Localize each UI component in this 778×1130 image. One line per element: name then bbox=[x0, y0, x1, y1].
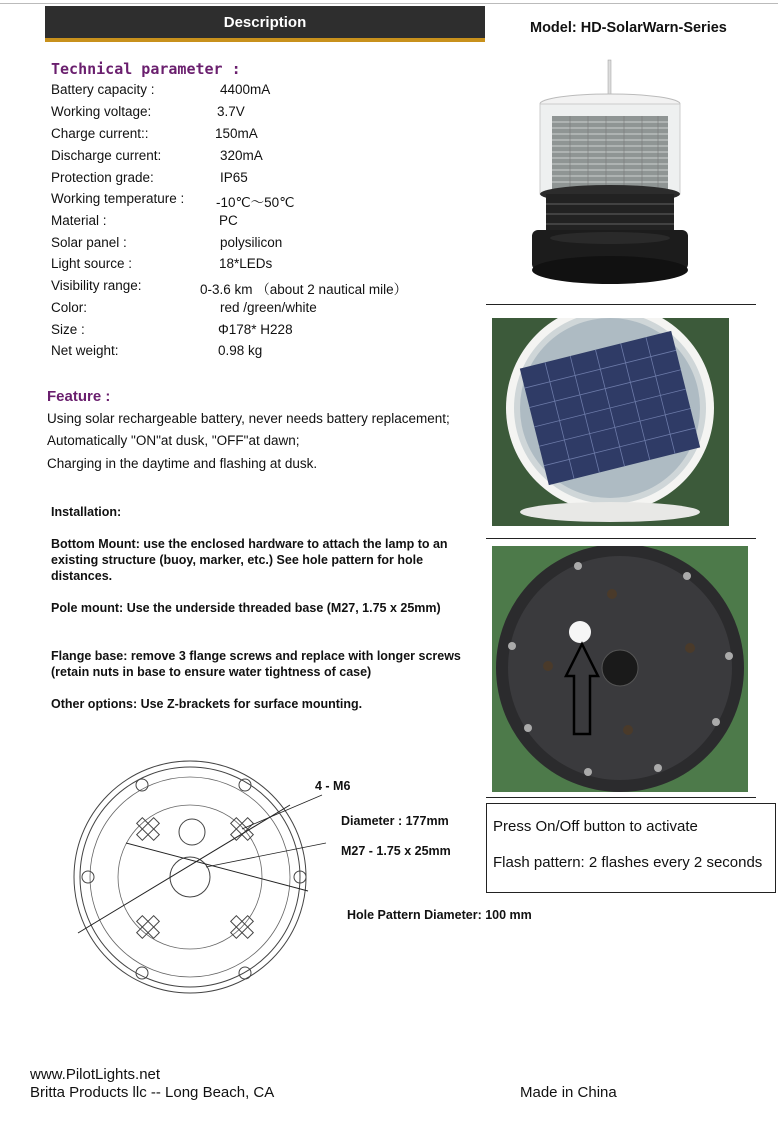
thread-label: M27 - 1.75 x 25mm bbox=[341, 844, 451, 858]
holes-label: 4 - M6 bbox=[315, 779, 351, 793]
origin-label: Made in China bbox=[520, 1084, 617, 1101]
photo-divider bbox=[486, 538, 756, 539]
website-link[interactable]: www.PilotLights.net bbox=[30, 1066, 161, 1083]
hole-pattern-diagram bbox=[60, 755, 330, 1015]
underside-photo bbox=[492, 546, 748, 792]
press-button-note: Press On/Off button to activate bbox=[493, 818, 698, 835]
top-rule bbox=[0, 3, 778, 4]
activation-notes bbox=[486, 803, 776, 893]
photo-divider bbox=[486, 797, 756, 798]
feature-line: Automatically "ON"at dusk, "OFF"at dawn; bbox=[47, 433, 300, 448]
feature-line: Charging in the daytime and flashing at dusk. bbox=[47, 456, 318, 471]
description-header: Description bbox=[45, 6, 485, 42]
model-label: Model: HD-SolarWarn-Series bbox=[530, 20, 727, 36]
lamp-side-photo bbox=[530, 58, 690, 288]
install-pole-mount: Pole mount: Use the underside threaded base (M27, 1.75 x 25mm) bbox=[51, 601, 441, 615]
feature-heading: Feature : bbox=[47, 388, 111, 405]
install-other-options: Other options: Use Z-brackets for surface mounting. bbox=[51, 697, 363, 711]
photo-divider bbox=[486, 304, 756, 305]
feature-line: Using solar rechargeable battery, never needs battery replacement; bbox=[47, 411, 450, 426]
installation-heading: Installation: bbox=[51, 505, 122, 519]
company-info: Britta Products llc -- Long Beach, CA bbox=[30, 1084, 275, 1101]
diameter-label: Diameter : 177mm bbox=[341, 814, 449, 828]
install-flange-base: Flange base: remove 3 flange screws and replace with longer screws (retain nuts in base to ensure water tightness of case) bbox=[51, 649, 461, 679]
install-bottom-mount: Bottom Mount: use the enclosed hardware to attach the lamp to an existing structure (buoy, marker, etc.) See hole pattern for hole distances. bbox=[51, 537, 448, 583]
technical-heading: Technical parameter : bbox=[51, 60, 241, 78]
flash-pattern-note: Flash pattern: 2 flashes every 2 seconds bbox=[493, 854, 763, 871]
hole-pattern-label: Hole Pattern Diameter: 100 mm bbox=[347, 908, 532, 922]
solar-top-photo bbox=[492, 318, 729, 526]
